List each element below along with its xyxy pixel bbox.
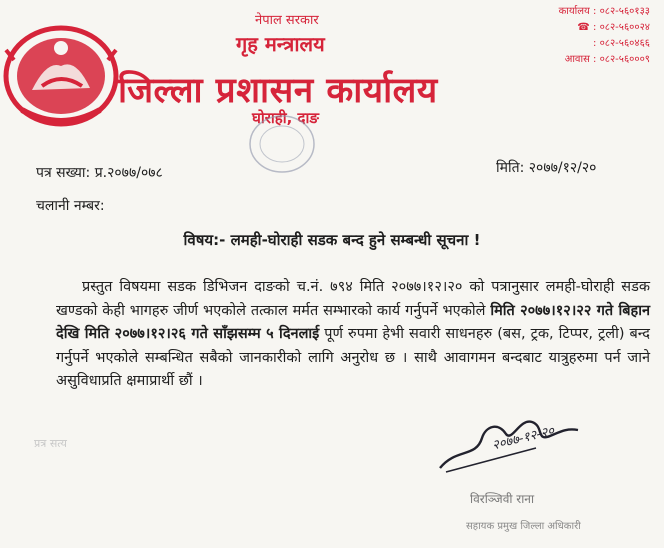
subject-line: विषय:- लमही-घोराही सडक बन्द हुने सम्बन्धी सूचना ! [183,231,481,249]
contact-phone-2: : ०८२-५६०४६६ [593,38,650,49]
faded-note: प्रत्र सत्य [34,437,67,450]
notice-body [56,276,650,394]
ministry-name: गृह मन्त्रालय [236,32,325,56]
office-location: घोराही, दाङ [252,109,319,127]
office-stamp [246,112,318,176]
government-name: नेपाल सरकार [255,13,319,28]
signature-date: २०७७-१२-२० [490,423,556,454]
body-part-1: प्रस्तुत विषयमा सडक डिभिजन दाङको च.नं. ७९४ मिति २०७७।१२।२० को पत्रानुसार लमही-घोराही सडक खण्डको केही भागहरु जीर्ण भएकोले तत्काल मर्मत सम्भारको कार्य गर्नुपर्ने भएकोले [56,279,650,319]
signer-name: विरञ्जिवी राना [470,492,535,506]
dispatch-number: चलानी नम्बर: [36,198,105,214]
body-part-2-bold: मिति २०७७।१२।२२ गते बिहान देखि मिति २०७७।१२।२६ गते साँझसम्म ५ दिनलाई [56,302,651,342]
letter-date: मिति: २०७७/१२/२० [496,160,597,176]
reference-number: पत्र सख्या: प्र.२०७७/०७८ [36,165,163,181]
contact-block [559,4,650,68]
signer-designation: सहायक प्रमुख जिल्ला अधिकारी [466,521,581,532]
government-emblem [2,20,120,128]
contact-office: कार्यालय : ०८२-५६०१३३ [558,6,650,17]
contact-residence: आवास : ०८२-५६०००९ [564,54,650,65]
office-name: जिल्ला प्रशासन कार्यालय [118,71,438,111]
body-part-3: पूर्ण रुपमा हेभी सवारी साधनहरु (बस, ट्रक, टिप्पर, ट्रली) बन्द गर्नुपर्ने भएकोले सम्बन्धित सबैको जानकारीको लागि अनुरोध छ । साथै आवागमन बन्दबाट यात्रुहरुमा पर्न जाने असुविधाप्रति क्षमाप्रार्थी छौं । [56,326,650,389]
contact-phone: ☎ : ०८२-५६००२४ [577,22,650,33]
